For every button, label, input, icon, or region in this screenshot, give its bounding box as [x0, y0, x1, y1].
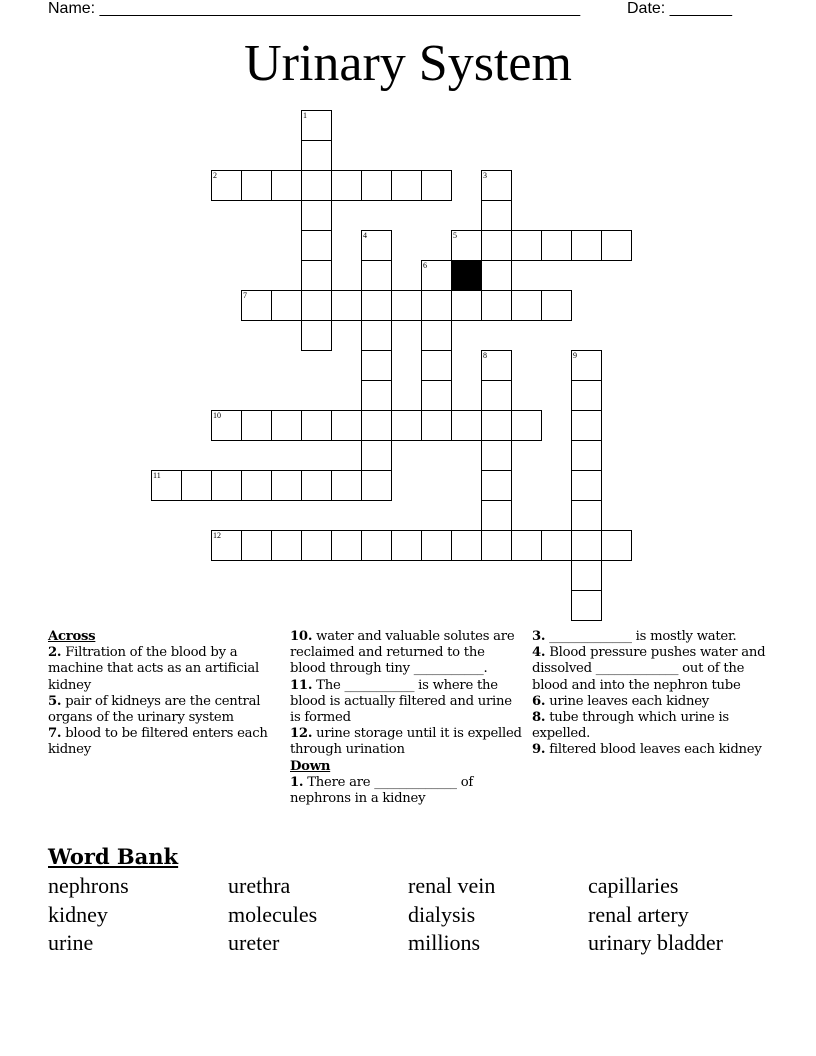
crossword-cell[interactable] — [211, 410, 242, 441]
crossword-cell[interactable] — [421, 380, 452, 411]
crossword-cell[interactable] — [271, 470, 302, 501]
crossword-cell[interactable] — [481, 470, 512, 501]
name-line: Name: ______________________________________________________ — [48, 0, 581, 17]
clue-number: 1 — [303, 111, 307, 120]
crossword-cell[interactable] — [571, 470, 602, 501]
crossword-cell[interactable] — [481, 410, 512, 441]
crossword-cell[interactable] — [571, 530, 602, 561]
crossword-cell[interactable] — [391, 530, 422, 561]
crossword-cell[interactable] — [481, 500, 512, 531]
clue-number: 5 — [453, 231, 457, 240]
crossword-cell[interactable] — [271, 170, 302, 201]
crossword-cell[interactable] — [361, 440, 392, 471]
crossword-cell[interactable] — [481, 530, 512, 561]
crossword-cell[interactable] — [391, 410, 422, 441]
clue-down-9: 9. filtered blood leaves each kidney — [532, 742, 762, 758]
clue-number: 9 — [573, 351, 577, 360]
word-bank-item: kidney — [48, 902, 108, 927]
clue-down-3: 3. _____________ is mostly water. — [532, 629, 737, 644]
crossword-cell[interactable] — [301, 260, 332, 291]
crossword-cell[interactable] — [361, 380, 392, 411]
crossword-cell[interactable] — [181, 470, 212, 501]
crossword-cell[interactable] — [271, 530, 302, 561]
clue-down-8: 8. tube through which urine is expelled. — [532, 710, 729, 742]
clue-across-2: 2. Filtration of the blood by a machine that acts as an artificial kidney — [48, 645, 259, 693]
clue-number: 11 — [153, 471, 161, 480]
crossword-cell[interactable] — [271, 290, 302, 321]
clue-across-5: 5. pair of kidneys are the central organs of the urinary system — [48, 693, 261, 726]
crossword-cell[interactable] — [541, 530, 572, 561]
clue-number: 4 — [363, 231, 367, 240]
crossword-cell[interactable] — [451, 530, 482, 561]
crossword-cell[interactable] — [481, 230, 512, 261]
crossword-cell[interactable] — [511, 410, 542, 441]
word-bank-item: capillaries — [588, 873, 679, 898]
crossword-cell[interactable] — [211, 170, 242, 201]
crossword-cell[interactable] — [451, 290, 482, 321]
clue-across-11: 11. The ___________ is where the blood is actually filtered and urine is formed — [290, 677, 512, 726]
crossword-cell[interactable] — [571, 230, 602, 261]
crossword-cell[interactable] — [211, 470, 242, 501]
word-bank-item: nephrons — [48, 873, 129, 898]
word-bank-item: dialysis — [408, 902, 476, 927]
crossword-cell[interactable] — [421, 170, 452, 201]
word-bank-item: millions — [408, 930, 481, 955]
word-bank-item: urinary bladder — [588, 930, 723, 955]
crossword-cell[interactable] — [361, 410, 392, 441]
crossword-cell[interactable] — [361, 530, 392, 561]
crossword-cell[interactable] — [361, 290, 392, 321]
crossword-cell[interactable] — [511, 530, 542, 561]
clue-down-6: 6. urine leaves each kidney — [532, 693, 709, 709]
clue-across-10: 10. water and valuable solutes are reclaimed and returned to the blood through tiny ___________. — [290, 629, 515, 677]
crossword-cell[interactable] — [271, 410, 302, 441]
crossword-cell[interactable] — [481, 290, 512, 321]
crossword-cell[interactable] — [481, 440, 512, 471]
crossword-cell[interactable] — [391, 290, 422, 321]
crossword-cell[interactable] — [571, 350, 602, 381]
crossword-cell[interactable] — [481, 350, 512, 381]
clue-number: 12 — [213, 531, 221, 540]
crossword-cell[interactable] — [481, 380, 512, 411]
clue-number: 7 — [243, 291, 247, 300]
word-bank-item: molecules — [228, 902, 318, 927]
page-title: Urinary System — [244, 35, 572, 92]
crossword-cell[interactable] — [301, 200, 332, 231]
crossword-cell[interactable] — [331, 470, 362, 501]
crossword-cell[interactable] — [571, 410, 602, 441]
crossword-cell[interactable] — [511, 230, 542, 261]
crossword-cell[interactable] — [331, 410, 362, 441]
crossword-cell[interactable] — [571, 560, 602, 591]
clue-column-1 — [48, 629, 280, 759]
across-heading: Across — [48, 629, 96, 644]
clue-across-12: 12. urine storage until it is expelled through urination — [290, 726, 522, 758]
crossword-cell[interactable] — [301, 410, 332, 441]
crossword-cell[interactable] — [421, 290, 452, 321]
crossword-cell[interactable] — [361, 470, 392, 501]
crossword-cell[interactable] — [541, 290, 572, 321]
word-bank-title: Word Bank — [48, 844, 179, 869]
crossword-cell[interactable] — [421, 320, 452, 351]
crossword-cell[interactable] — [241, 470, 272, 501]
word-bank-item: ureter — [228, 930, 280, 955]
crossword-cell[interactable] — [361, 230, 392, 261]
crossword-cell[interactable] — [481, 170, 512, 201]
down-heading: Down — [290, 758, 331, 774]
crossword-cell[interactable] — [421, 410, 452, 441]
clue-column-2 — [290, 629, 522, 807]
crossword-cell[interactable] — [541, 230, 572, 261]
crossword-cell[interactable] — [331, 530, 362, 561]
crossword-cell[interactable] — [301, 290, 332, 321]
clue-number: 6 — [423, 261, 427, 270]
crossword-cell[interactable] — [361, 320, 392, 351]
crossword-cell[interactable] — [301, 170, 332, 201]
crossword-cell[interactable] — [301, 110, 332, 141]
crossword-cell[interactable] — [421, 260, 452, 291]
crossword-cell[interactable] — [451, 410, 482, 441]
clue-down-4: 4. Blood pressure pushes water and dissolved _____________ out of the blood and into the nephron tube — [532, 645, 766, 693]
crossword-cell[interactable] — [481, 260, 512, 291]
crossword-cell[interactable] — [421, 350, 452, 381]
crossword-cell[interactable] — [571, 380, 602, 411]
crossword-cell[interactable] — [481, 200, 512, 231]
clue-number: 3 — [483, 171, 487, 180]
crossword-black-cell — [451, 260, 482, 291]
crossword-cell[interactable] — [301, 470, 332, 501]
word-bank-item: renal vein — [408, 873, 496, 898]
crossword-cell[interactable] — [361, 260, 392, 291]
crossword-cell[interactable] — [151, 470, 182, 501]
clue-across-7: 7. blood to be filtered enters each kidney — [48, 726, 268, 758]
crossword-cell[interactable] — [301, 530, 332, 561]
crossword-cell[interactable] — [211, 530, 242, 561]
crossword-cell[interactable] — [391, 170, 422, 201]
clue-number: 2 — [213, 171, 217, 180]
word-bank-item: urine — [48, 930, 94, 955]
crossword-cell[interactable] — [301, 230, 332, 261]
date-line: Date: _______ — [627, 0, 732, 17]
crossword-cell[interactable] — [241, 170, 272, 201]
crossword-cell[interactable] — [571, 500, 602, 531]
clue-column-3 — [532, 629, 768, 759]
crossword-cell[interactable] — [301, 140, 332, 171]
crossword-cell[interactable] — [601, 530, 632, 561]
crossword-cell[interactable] — [331, 170, 362, 201]
clue-number: 8 — [483, 351, 487, 360]
crossword-cell[interactable] — [571, 590, 602, 621]
crossword-cell[interactable] — [451, 230, 482, 261]
crossword-cell[interactable] — [301, 320, 332, 351]
clue-down-1: 1. There are _____________ of nephrons in a kidney — [290, 774, 474, 807]
crossword-cell[interactable] — [571, 440, 602, 471]
crossword-cell[interactable] — [241, 410, 272, 441]
crossword-cell[interactable] — [361, 170, 392, 201]
word-bank-item: renal artery — [588, 902, 689, 927]
crossword-cell[interactable] — [421, 530, 452, 561]
crossword-cell[interactable] — [361, 350, 392, 381]
crossword-cell[interactable] — [601, 230, 632, 261]
crossword-cell[interactable] — [241, 290, 272, 321]
crossword-cell[interactable] — [331, 290, 362, 321]
crossword-cell[interactable] — [241, 530, 272, 561]
crossword-cell[interactable] — [511, 290, 542, 321]
clue-number: 10 — [213, 411, 221, 420]
word-bank-item: urethra — [228, 873, 291, 898]
